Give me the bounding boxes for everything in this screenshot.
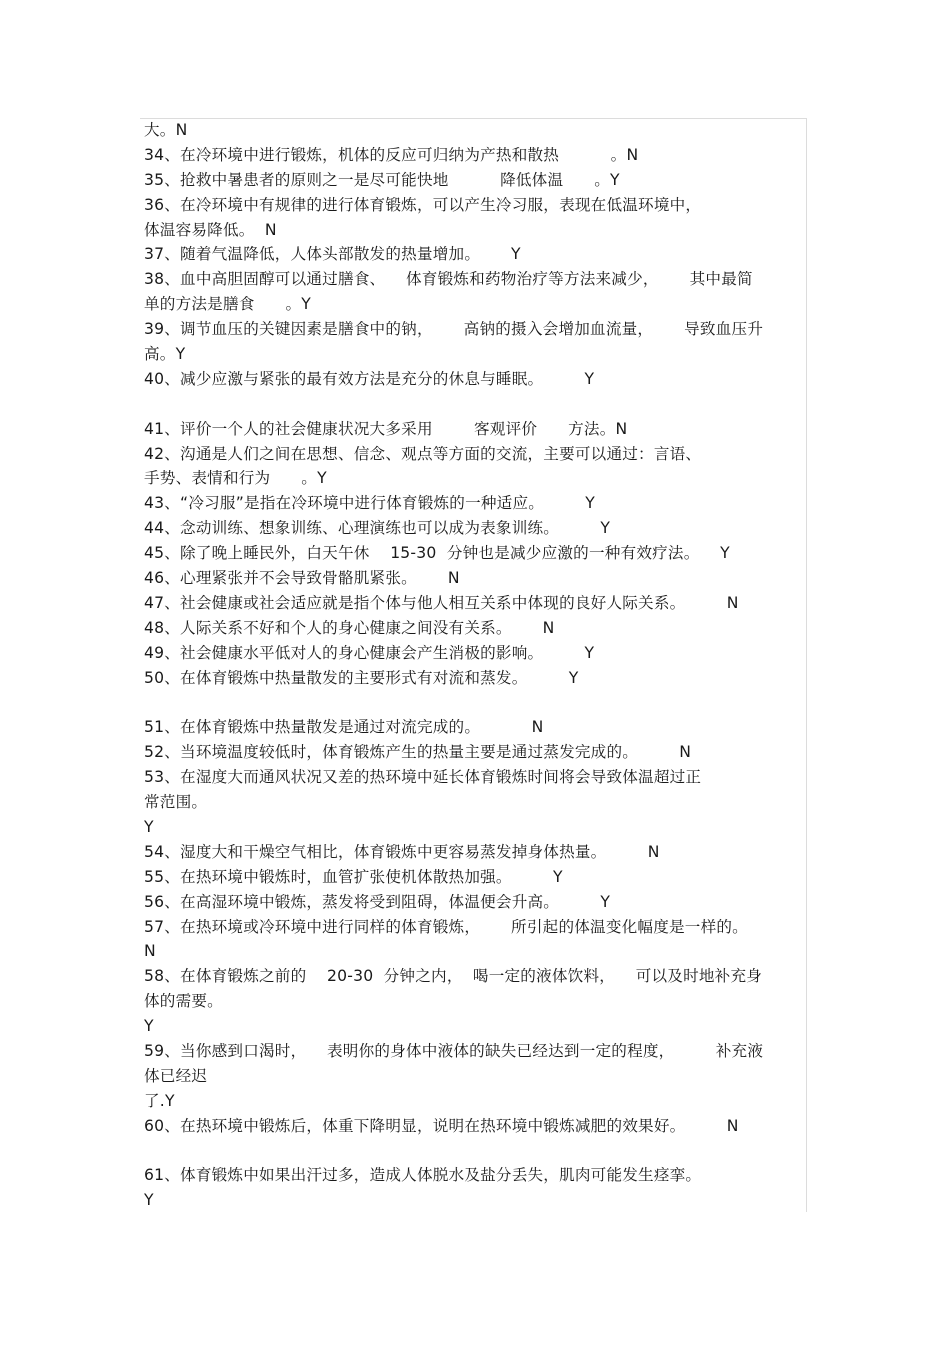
text-line: 52、当环境温度较低时，体育锻炼产生的热量主要是通过蒸发完成的。 N	[144, 743, 692, 762]
text-line: Y	[144, 1191, 154, 1210]
text-line: 43、“冷习服”是指在冷环境中进行体育锻炼的一种适应。 Y	[144, 494, 596, 513]
text-line: 58、在体育锻炼之前的 20-30 分钟之内， 喝一定的液体饮料， 可以及时地补充身	[144, 967, 763, 986]
text-line: 55、在热环境中锻炼时，血管扩张使机体散热加强。 Y	[144, 867, 563, 886]
text-line: 36、在冷环境中有规律的进行体育锻炼，可以产生冷习服，表现在低温环境中，	[144, 195, 702, 214]
text-line: 57、在热环境或冷环境中进行同样的体育锻炼， 所引起的体温变化幅度是一样的。	[144, 917, 748, 936]
text-line: 53、在湿度大而通风状况又差的热环境中延长体育锻炼时间将会导致体温超过正	[144, 768, 702, 787]
text-line: Y	[144, 817, 154, 836]
text-line: 39、调节血压的关键因素是膳食中的钠， 高钠的摄入会增加血流量， 导致血压升	[144, 320, 764, 339]
text-line: 34、在冷环境中进行锻炼，机体的反应可归纳为产热和散热 。N	[144, 145, 639, 164]
text-line: 44、念动训练、想象训练、心理演练也可以成为表象训练。 Y	[144, 519, 611, 538]
text-line: 常范围。	[144, 793, 208, 812]
text-line: 体已经迟	[144, 1066, 208, 1085]
text-line: 手势、表情和行为 。Y	[144, 469, 327, 488]
text-line: 54、湿度大和干燥空气相比，体育锻炼中更容易蒸发掉身体热量。 N	[144, 842, 660, 861]
text-line: 42、沟通是人们之间在思想、信念、观点等方面的交流，主要可以通过：言语、	[144, 444, 702, 463]
text-line: 大。N	[144, 121, 188, 139]
text-line: 60、在热环境中锻炼后，体重下降明显，说明在热环境中锻炼减肥的效果好。 N	[144, 1116, 739, 1135]
text-line: 37、随着气温降低，人体头部散发的热量增加。 Y	[144, 245, 521, 264]
document-body	[144, 118, 806, 1213]
text-line: 46、心理紧张并不会导致骨骼肌紧张。 N	[144, 569, 460, 588]
text-line: 单的方法是膳食 。Y	[144, 295, 312, 314]
text-line: 高。Y	[144, 345, 186, 364]
blank-line	[144, 392, 806, 417]
blank-line	[144, 1139, 806, 1164]
text-line: 59、当你感到口渴时， 表明你的身体中液体的缺失已经达到一定的程度， 补充液	[144, 1041, 764, 1060]
text-line: 49、社会健康水平低对人的身心健康会产生消极的影响。 Y	[144, 643, 595, 662]
text-line: 51、在体育锻炼中热量散发是通过对流完成的。 N	[144, 718, 544, 737]
text-line: 47、社会健康或社会适应就是指个体与他人相互关系中体现的良好人际关系。 N	[144, 593, 739, 612]
text-line: 40、减少应激与紧张的最有效方法是充分的休息与睡眠。 Y	[144, 369, 595, 388]
blank-line	[144, 690, 806, 715]
text-line: 56、在高湿环境中锻炼，蒸发将受到阻碍，体温便会升高。 Y	[144, 892, 611, 911]
text-line: 61、体育锻炼中如果出汗过多，造成人体脱水及盐分丢失，肌肉可能发生痉挛。	[144, 1166, 702, 1185]
text-line: 了.Y	[144, 1091, 175, 1110]
text-line: 体的需要。	[144, 992, 223, 1011]
text-line: 41、评价一个人的社会健康状况大多采用 客观评价 方法。N	[144, 419, 628, 438]
text-line: 38、血中高胆固醇可以通过膳食、 体育锻炼和药物治疗等方法来减少， 其中最简	[144, 270, 753, 289]
text-line: 50、在体育锻炼中热量散发的主要形式有对流和蒸发。 Y	[144, 668, 579, 687]
text-line: 体温容易降低。 N	[144, 220, 277, 239]
text-line: 48、人际关系不好和个人的身心健康之间没有关系。 N	[144, 618, 555, 637]
text-line: 35、抢救中暑患者的原则之一是尽可能快地 降低体温 。Y	[144, 170, 620, 189]
text-line: 45、除了晚上睡民外，白天午休 15-30 分钟也是减少应激的一种有效疗法。 Y	[144, 544, 730, 563]
text-line: N	[144, 942, 156, 961]
text-line: Y	[144, 1017, 154, 1036]
